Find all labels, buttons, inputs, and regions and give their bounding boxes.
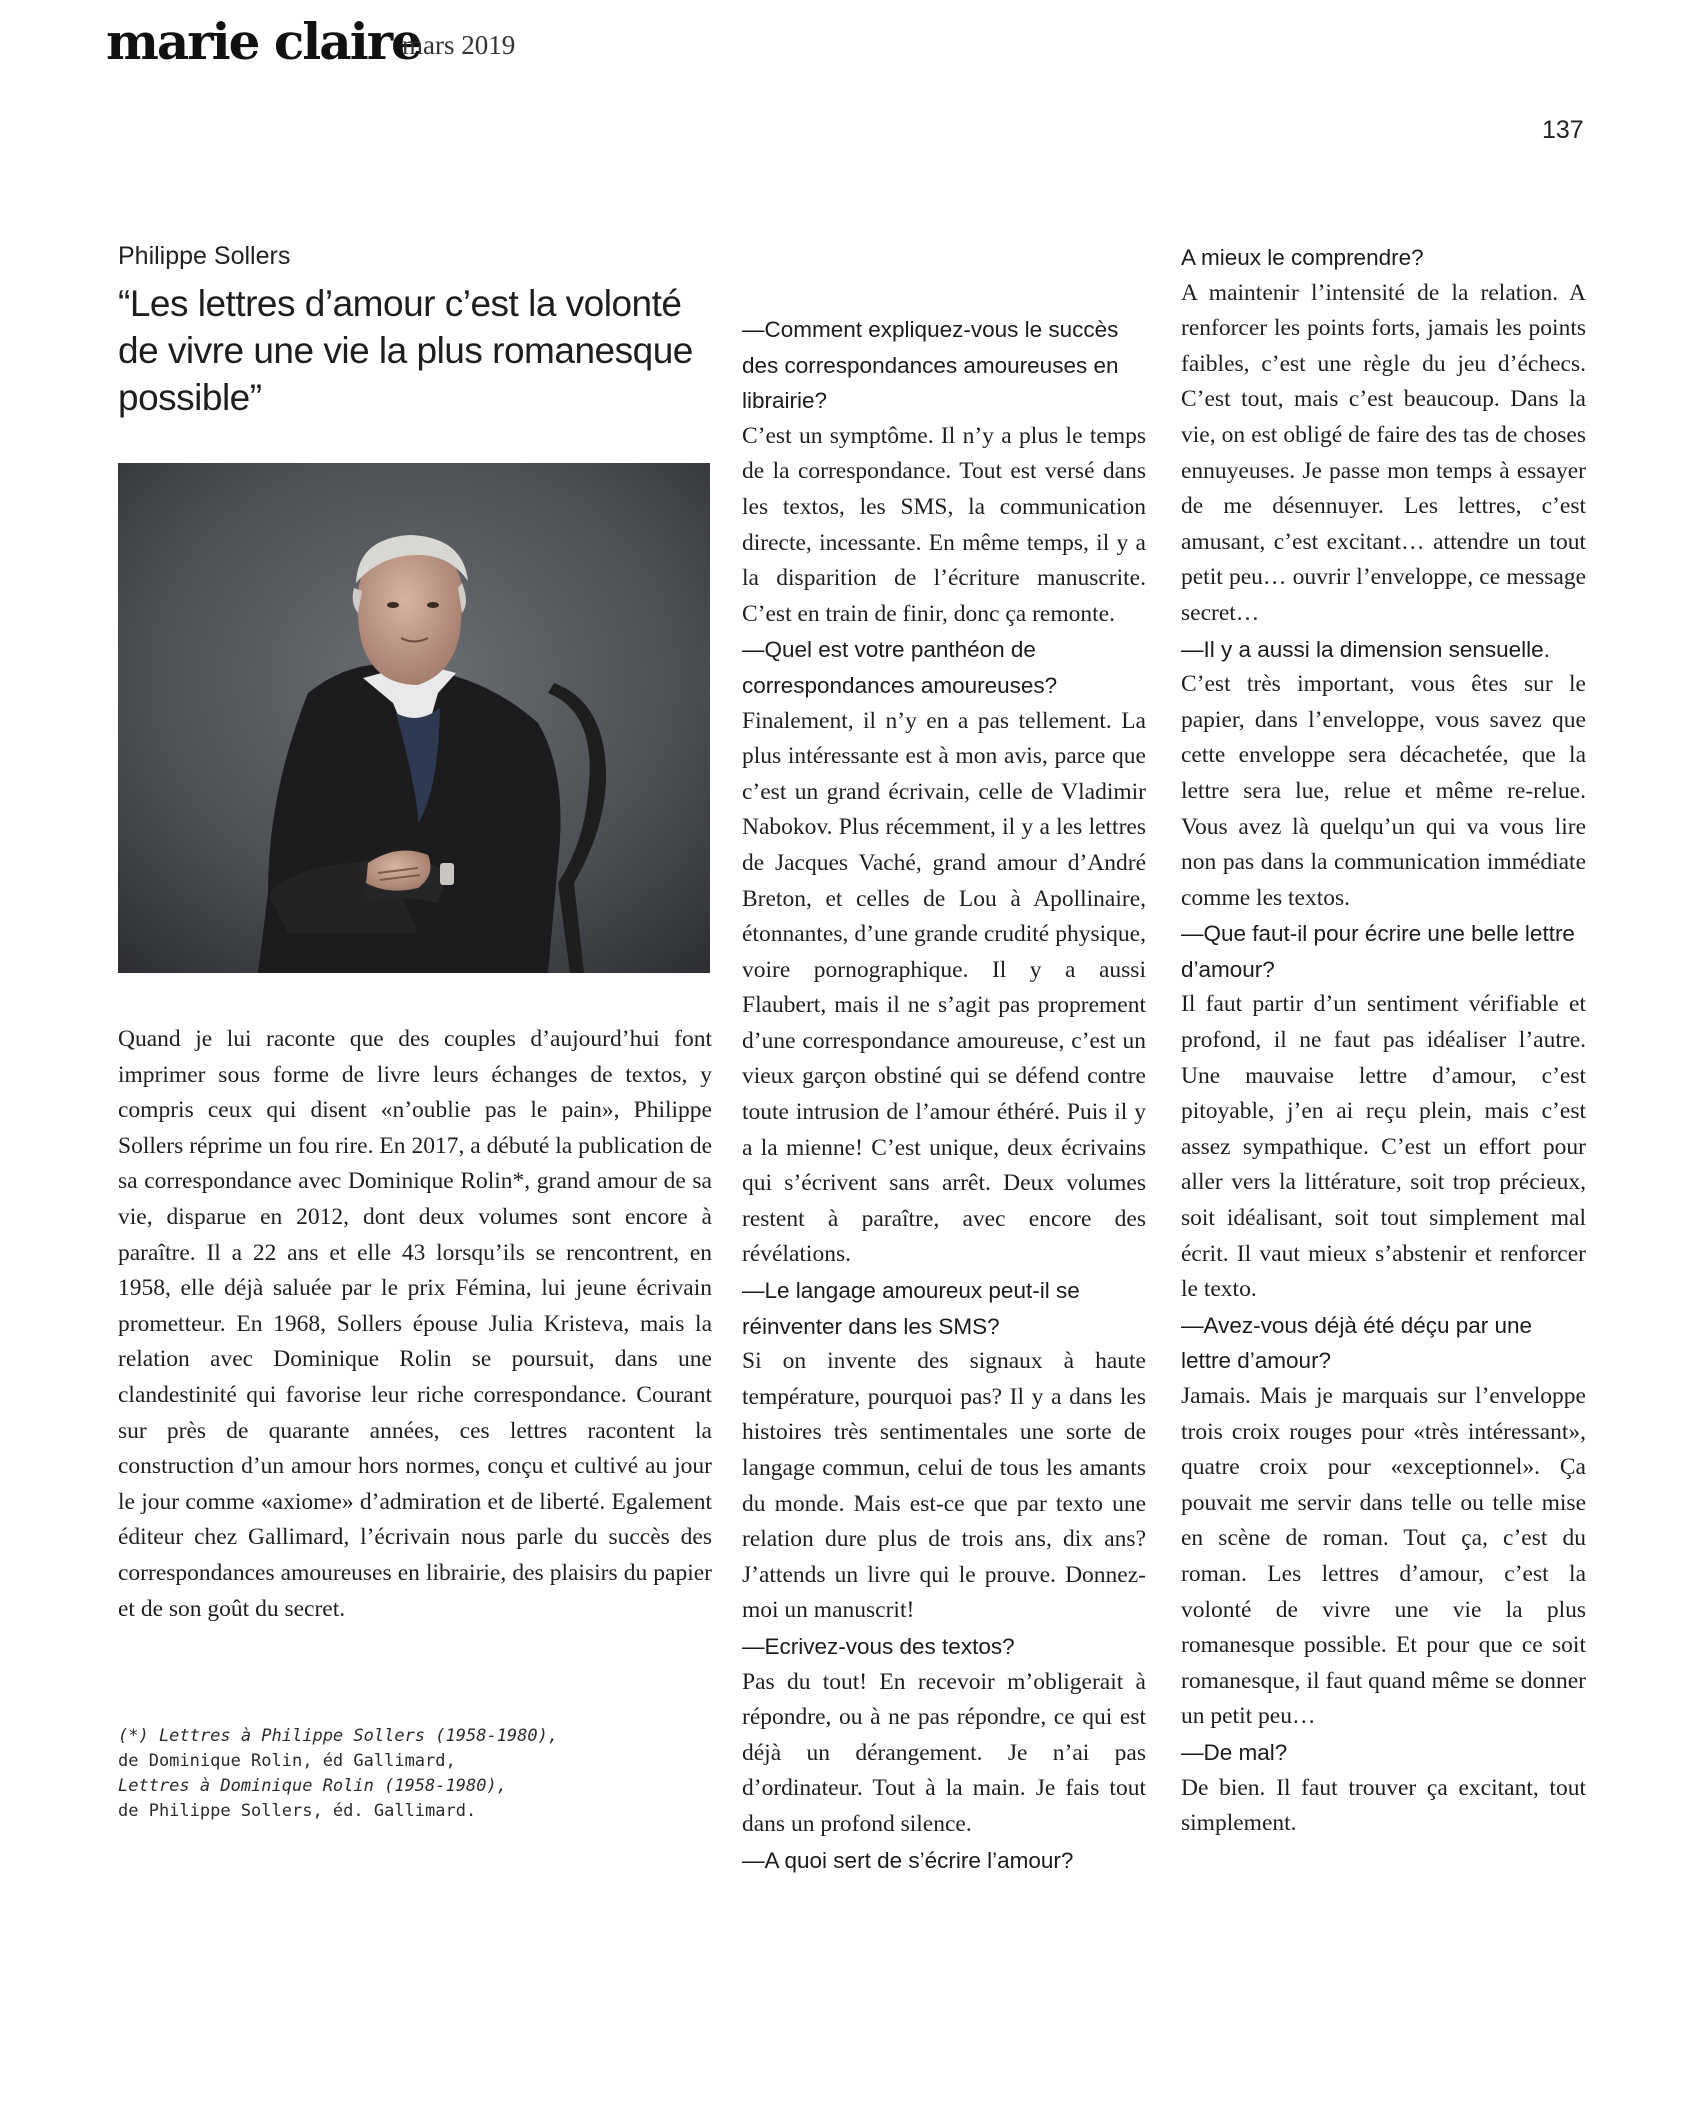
interview-question: —Le langage amoureux peut-il se réinventer dans les SMS? (742, 1278, 1080, 1339)
interview-answer: Finalement, il n’y en a pas tellement. La plus intéressante est à mon avis, parce que c’est un grand écrivain, celle de Vladimir Nabokov. Plus récemment, il y a les lettres de Jacques Vaché, grand amour d’André Breton, et celles de Lou à Apollinaire, étonnantes, d’une grande crudité physique, voire pornographique. Il y a aussi Flaubert, mais il ne s’agit pas proprement d’une correspondance amoureuse, c’est un vieux garçon obstiné qui se défend contre toute intrusion de l’amour éthéré. Puis il y a la mienne! C’est unique, deux écrivains qui s’écrivent sans arrêt. Deux volumes restent à paraître, avec encore des révélations. (742, 707, 1146, 1268)
interview-column-right (1181, 240, 1586, 1842)
interview-answer: Si on invente des signaux à haute température, pourquoi pas? Il y a dans les histoires très sentimentales une sorte de langage commun, celui de tous les amants du monde. Mais est-ce que par texto une relation dure plus de trois ans, dix ans? J’attends un livre qui le prouve. Donnez-moi un manuscrit! (742, 1348, 1146, 1624)
page-number: 137 (1542, 116, 1584, 144)
interview-answer: De bien. Il faut trouver ça excitant, tout simplement. (1181, 1774, 1586, 1837)
interview-question: —Avez-vous déjà été déçu par une lettre d’amour? (1181, 1312, 1533, 1374)
interview-answer: C’est un symptôme. Il n’y a plus le temps de la correspondance. Tout est versé dans les textos, les SMS, la communication directe, incessante. En même temps, il y a la disparition de l’écriture manuscrite. C’est en train de finir, donc ça remonte. (742, 422, 1146, 627)
footnote-line: de Dominique Rolin, éd Gallimard, (118, 1751, 456, 1771)
interview-question: —A quoi sert de s’écrire l’amour? (742, 1847, 1074, 1873)
interview-question: —Il y a aussi la dimension sensuelle. (1181, 636, 1550, 662)
interview-question: —Ecrivez-vous des textos? (742, 1633, 1015, 1659)
brand-logo: marie claire (106, 12, 421, 71)
headline: “Les lettres d’amour c’est la volonté de vivre une vie la plus romanesque possible” (118, 283, 693, 418)
interview-answer: Il faut partir d’un sentiment vérifiable et profond, il ne faut pas idéaliser l’autre. Une mauvaise lettre d’amour, c’est pitoyable, j’en ai reçu plein, mais c’est assez sympathique. C’est un effort pour aller vers la littérature, soit trop précieux, soit idéalisant, soit tout simplement mal écrit. Il vaut mieux s’abstenir et renforcer le texto. (1181, 991, 1586, 1303)
interview-answer: A maintenir l’intensité de la relation. A renforcer les points forts, jamais les points faibles, c’est une règle du jeu d’échecs. C’est tout, mais c’est beaucoup. Dans la vie, on est obligé de faire des tas de choses ennuyeuses. Je passe mon temps à essayer de me désennuyer. Les lettres, c’est amusant, c’est excitant… attendre un tout petit peu… ouvrir l’enveloppe, ce message secret… (1181, 279, 1586, 626)
interview-answer: Jamais. Mais je marquais sur l’enveloppe trois croix rouges pour «très intéressant», quatre croix pour «exceptionnel». Ça pouvait me servir dans telle ou telle mise en scène de roman. Tout ça, c’est du roman. Les lettres d’amour, c’est la volonté de vivre une vie la plus romanesque possible. Et pour que ce soit romanesque, il faut quand même se donner un petit peu… (1181, 1383, 1586, 1730)
issue-date: mars 2019 (402, 30, 516, 60)
interview-question: A mieux le comprendre? (1181, 245, 1424, 270)
interview-answer: Pas du tout! En recevoir m’obligerait à répondre, ou à ne pas répondre, ce qui est déjà un dérangement. Je n’ai pas d’ordinateur. Tout à la main. Je fais tout dans un profond silence. (742, 1668, 1146, 1837)
interview-column-middle (742, 312, 1146, 1878)
portrait-illustration (118, 463, 710, 973)
subject-name: Philippe Sollers (118, 242, 291, 270)
footnote-line: (*) Lettres à Philippe Sollers (1958-1980), (118, 1726, 559, 1746)
interview-question: —Comment expliquez-vous le succès des correspondances amoureuses en librairie? (742, 317, 1119, 414)
interview-question: —Quel est votre panthéon de correspondances amoureuses? (742, 637, 1058, 698)
portrait-photo (118, 463, 710, 973)
title-block (118, 240, 712, 421)
interview-answer: C’est très important, vous êtes sur le papier, dans l’enveloppe, vous savez que cette enveloppe sera décachetée, que la lettre sera lue, relue et même re-relue. Vous avez là quelqu’un qui va vous lire non pas dans la communication immédiate comme les textos. (1181, 671, 1586, 911)
interview-question: —Que faut-il pour écrire une belle lettre d’amour? (1181, 921, 1575, 982)
footnote-line: de Philippe Sollers, éd. Gallimard. (118, 1801, 477, 1821)
intro-paragraph: Quand je lui raconte que des couples d’aujourd’hui font imprimer sous forme de livre leurs échanges de textos, y compris ceux qui disent «n’oublie pas le pain», Philippe Sollers réprime un fou rire. En 2017, a débuté la publication de sa correspondance avec Dominique Rolin*, grand amour de sa vie, disparue en 2012, dont deux volumes sont encore à paraître. Il a 22 ans et elle 43 lorsqu’ils se rencontrent, en 1958, elle déjà saluée par le prix Fémina, lui jeune écrivain prometteur. En 1968, Sollers épouse Julia Kristeva, mais la relation avec Dominique Rolin se poursuit, dans une clandestinité qui favorise leur riche correspondance. Courant sur près de quarante années, ces lettres racontent la construction d’un amour hors normes, conçu et cultivé au jour le jour comme «axiome» d’admiration et de liberté. Egalement éditeur chez Gallimard, l’écrivain nous parle du succès des correspondances amoureuses en librairie, des plaisirs du papier et de son goût du secret. (118, 1026, 712, 1622)
footnote (118, 1724, 712, 1824)
footnote-line: Lettres à Dominique Rolin (1958-1980), (118, 1776, 507, 1796)
interview-question: —De mal? (1181, 1739, 1288, 1765)
